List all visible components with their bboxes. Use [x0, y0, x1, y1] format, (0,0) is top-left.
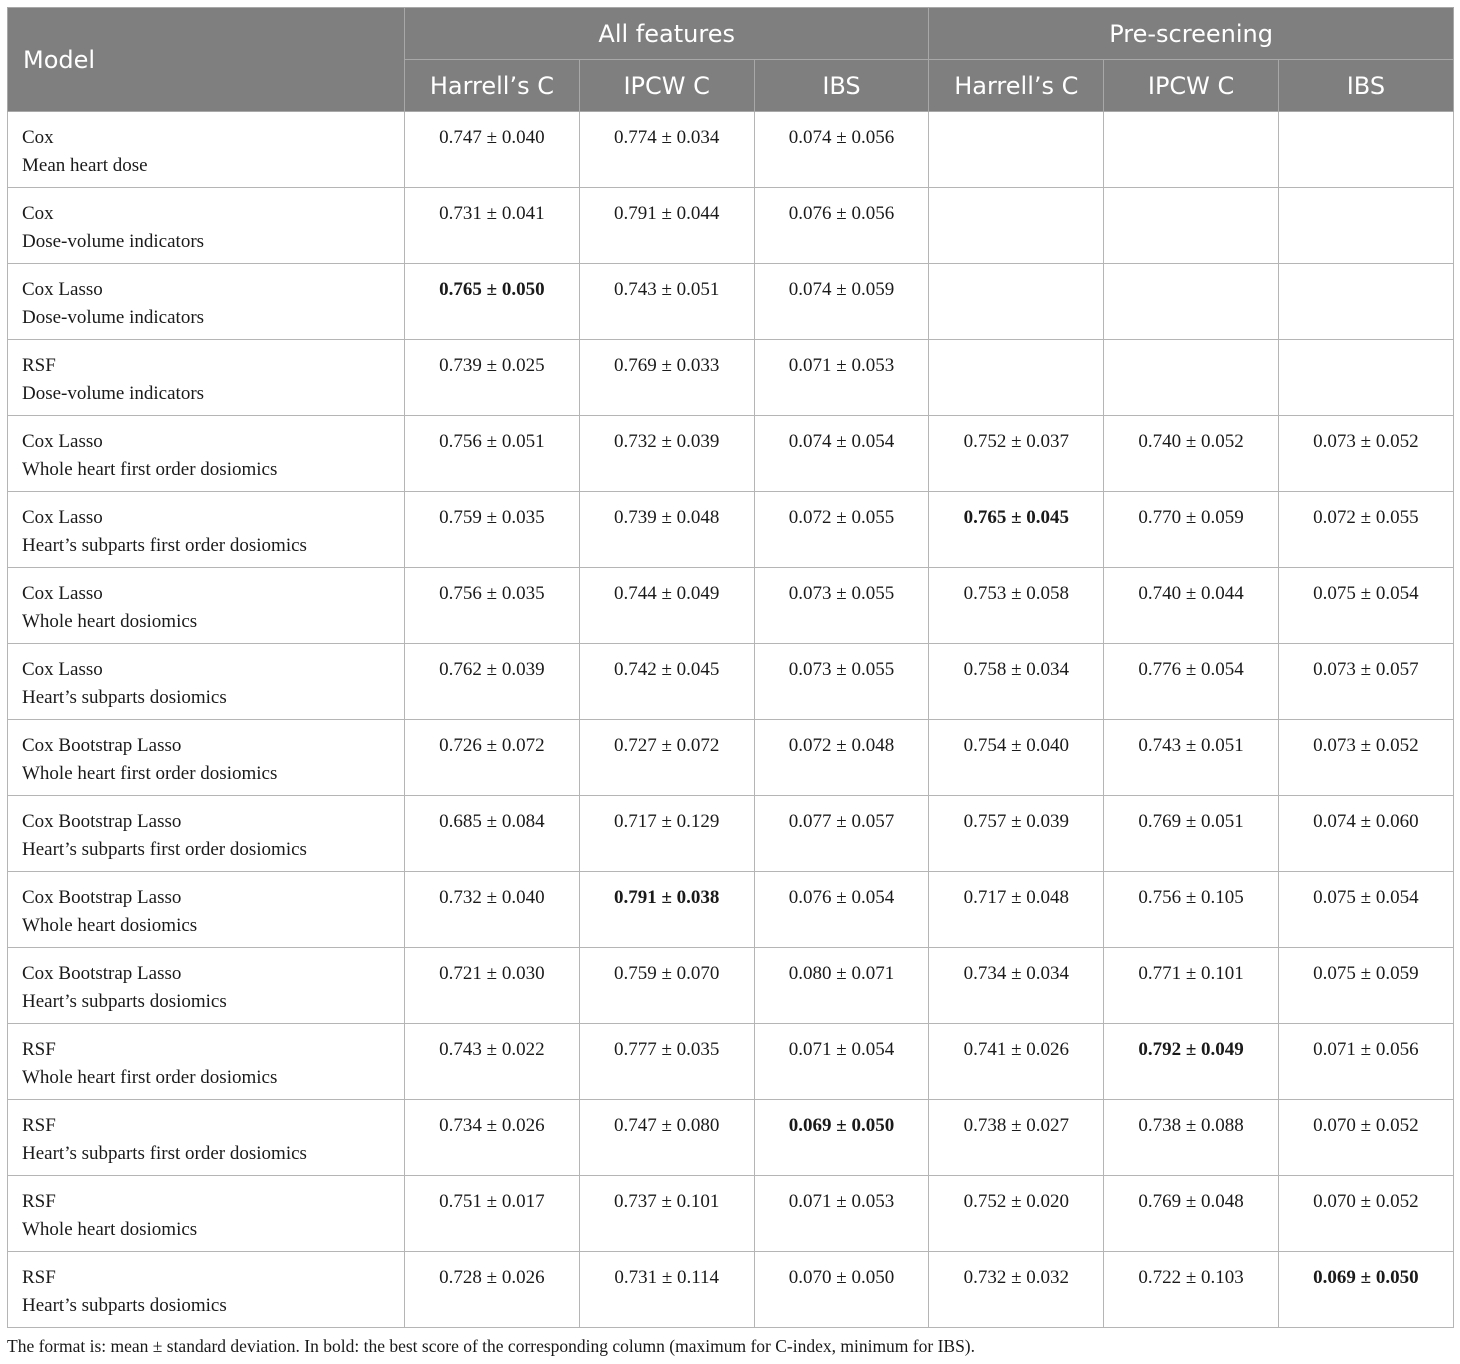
score-value: 0.777 ± 0.035: [613, 1039, 720, 1060]
score-value: 0.754 ± 0.040: [963, 735, 1070, 756]
value-cell: [1104, 1252, 1279, 1328]
feature-set: Whole heart dosiomics: [22, 914, 198, 936]
score-value: 0.743 ± 0.051: [1138, 735, 1244, 756]
value-cell: [1279, 1024, 1454, 1100]
score-value: 0.740 ± 0.044: [1138, 583, 1244, 604]
model-cell: [8, 872, 405, 948]
value-cell: [754, 568, 929, 644]
value-cell: [405, 948, 580, 1024]
score-value: 0.070 ± 0.052: [1313, 1191, 1419, 1212]
model-name: RSF: [22, 1039, 56, 1060]
value-cell: [929, 188, 1104, 264]
value-cell: [754, 872, 929, 948]
score-value: 0.721 ± 0.030: [439, 963, 545, 984]
model-name: Cox Lasso: [22, 431, 103, 452]
value-cell: [1104, 112, 1279, 188]
model-name: RSF: [22, 1115, 56, 1136]
value-cell: [405, 644, 580, 720]
value-cell: [579, 872, 754, 948]
score-value: 0.742 ± 0.045: [613, 659, 720, 680]
score-value: 0.722 ± 0.103: [1138, 1267, 1244, 1288]
model-cell: [8, 416, 405, 492]
feature-set: Dose-volume indicators: [22, 382, 205, 404]
model-name: RSF: [22, 1191, 56, 1212]
score-value: 0.070 ± 0.052: [1313, 1115, 1419, 1136]
score-value: 0.737 ± 0.101: [613, 1191, 720, 1212]
table-row: [8, 1252, 1454, 1328]
value-cell: [579, 264, 754, 340]
model-name: Cox Lasso: [22, 659, 103, 680]
value-cell: [1104, 1100, 1279, 1176]
score-value: 0.739 ± 0.025: [439, 355, 545, 376]
value-cell: [1104, 1176, 1279, 1252]
score-value: 0.728 ± 0.026: [439, 1267, 545, 1288]
score-value: 0.080 ± 0.071: [788, 963, 895, 984]
value-cell: [929, 720, 1104, 796]
model-name: Cox Lasso: [22, 507, 103, 528]
feature-set: Heart’s subparts dosiomics: [22, 1294, 227, 1316]
value-cell: [579, 340, 754, 416]
value-cell: [579, 1176, 754, 1252]
score-value: 0.747 ± 0.040: [439, 127, 545, 148]
value-cell: [754, 188, 929, 264]
value-cell: [579, 492, 754, 568]
value-cell: [579, 948, 754, 1024]
value-cell: [1279, 188, 1454, 264]
model-name: RSF: [22, 355, 56, 376]
table-row: [8, 796, 1454, 872]
col-header-all-harrells-c: Harrell’s C: [405, 60, 580, 112]
model-name: Cox Bootstrap Lasso: [22, 735, 182, 756]
table-header: [8, 8, 1454, 112]
value-cell: [1104, 188, 1279, 264]
value-cell: [929, 1100, 1104, 1176]
feature-set: Whole heart first order dosiomics: [22, 458, 278, 480]
score-value: 0.074 ± 0.054: [788, 431, 895, 452]
value-cell: [579, 796, 754, 872]
score-value: 0.752 ± 0.020: [963, 1191, 1070, 1212]
value-cell: [754, 644, 929, 720]
value-cell: [579, 568, 754, 644]
model-name: RSF: [22, 1267, 56, 1288]
value-cell: [1279, 416, 1454, 492]
table-row: [8, 1176, 1454, 1252]
score-value: 0.759 ± 0.035: [439, 507, 545, 528]
value-cell: [929, 796, 1104, 872]
value-cell: [405, 720, 580, 796]
score-value: 0.769 ± 0.033: [613, 355, 720, 376]
table-row: [8, 112, 1454, 188]
score-value: 0.073 ± 0.057: [1313, 659, 1419, 680]
feature-set: Heart’s subparts first order dosiomics: [22, 1142, 307, 1164]
score-value: 0.791 ± 0.044: [613, 203, 720, 224]
table-row: [8, 492, 1454, 568]
score-value: 0.073 ± 0.055: [788, 583, 895, 604]
model-column-header: Model: [8, 8, 405, 112]
table-row: [8, 264, 1454, 340]
model-cell: [8, 492, 405, 568]
value-cell: [1279, 796, 1454, 872]
score-value: 0.071 ± 0.054: [788, 1039, 895, 1060]
value-cell: [1279, 1100, 1454, 1176]
value-cell: [579, 1100, 754, 1176]
value-cell: [579, 720, 754, 796]
score-value: 0.753 ± 0.058: [963, 583, 1070, 604]
value-cell: [405, 264, 580, 340]
model-cell: [8, 948, 405, 1024]
value-cell: [754, 1100, 929, 1176]
score-value: 0.076 ± 0.056: [788, 203, 895, 224]
score-value: 0.738 ± 0.027: [963, 1115, 1070, 1136]
value-cell: [929, 1024, 1104, 1100]
score-value: 0.747 ± 0.080: [613, 1115, 720, 1136]
score-value: 0.072 ± 0.048: [788, 735, 895, 756]
score-value: 0.732 ± 0.032: [963, 1267, 1070, 1288]
value-cell: [405, 1176, 580, 1252]
value-cell: [1104, 644, 1279, 720]
table-row: [8, 872, 1454, 948]
score-value: 0.743 ± 0.051: [613, 279, 720, 300]
table-row: [8, 416, 1454, 492]
value-cell: [579, 416, 754, 492]
score-value: 0.076 ± 0.054: [788, 887, 895, 908]
feature-set: Whole heart dosiomics: [22, 610, 198, 632]
score-value: 0.073 ± 0.052: [1313, 431, 1419, 452]
model-name: Cox Lasso: [22, 583, 103, 604]
value-cell: [754, 264, 929, 340]
value-cell: [754, 720, 929, 796]
model-cell: [8, 188, 405, 264]
score-value: 0.069 ± 0.050: [1313, 1267, 1419, 1288]
value-cell: [929, 1176, 1104, 1252]
value-cell: [1279, 492, 1454, 568]
score-value: 0.765 ± 0.050: [439, 279, 545, 300]
model-cell: [8, 112, 405, 188]
model-cell: [8, 1024, 405, 1100]
score-value: 0.776 ± 0.054: [1138, 659, 1244, 680]
value-cell: [579, 188, 754, 264]
score-value: 0.073 ± 0.052: [1313, 735, 1419, 756]
value-cell: [405, 416, 580, 492]
value-cell: [1279, 644, 1454, 720]
score-value: 0.751 ± 0.017: [439, 1191, 545, 1212]
value-cell: [579, 644, 754, 720]
value-cell: [754, 1176, 929, 1252]
score-value: 0.734 ± 0.034: [963, 963, 1070, 984]
score-value: 0.072 ± 0.055: [1313, 507, 1419, 528]
value-cell: [754, 492, 929, 568]
model-name: Cox Bootstrap Lasso: [22, 963, 182, 984]
score-value: 0.765 ± 0.045: [963, 507, 1070, 528]
score-value: 0.774 ± 0.034: [613, 127, 720, 148]
col-header-pre-ibs: IBS: [1279, 60, 1454, 112]
value-cell: [1104, 340, 1279, 416]
col-header-pre-harrells-c: Harrell’s C: [929, 60, 1104, 112]
score-value: 0.732 ± 0.039: [613, 431, 720, 452]
model-name: Cox: [22, 127, 54, 148]
score-value: 0.762 ± 0.039: [439, 659, 545, 680]
model-cell: [8, 340, 405, 416]
score-value: 0.069 ± 0.050: [788, 1115, 895, 1136]
table-row: [8, 568, 1454, 644]
value-cell: [579, 1252, 754, 1328]
value-cell: [405, 340, 580, 416]
table-row: [8, 1024, 1454, 1100]
score-value: 0.791 ± 0.038: [613, 887, 720, 908]
value-cell: [929, 644, 1104, 720]
score-value: 0.734 ± 0.026: [439, 1115, 545, 1136]
value-cell: [405, 568, 580, 644]
score-value: 0.071 ± 0.053: [788, 1191, 895, 1212]
value-cell: [405, 112, 580, 188]
feature-set: Heart’s subparts first order dosiomics: [22, 838, 307, 860]
score-value: 0.717 ± 0.129: [613, 811, 720, 832]
model-name: Cox Bootstrap Lasso: [22, 811, 182, 832]
score-value: 0.727 ± 0.072: [613, 735, 720, 756]
score-value: 0.077 ± 0.057: [788, 811, 895, 832]
score-value: 0.685 ± 0.084: [439, 811, 545, 832]
model-cell: [8, 796, 405, 872]
score-value: 0.072 ± 0.055: [788, 507, 895, 528]
model-cell: [8, 264, 405, 340]
all-features-group-header: All features: [405, 8, 929, 60]
value-cell: [1104, 796, 1279, 872]
table-row: [8, 188, 1454, 264]
score-value: 0.074 ± 0.059: [788, 279, 895, 300]
score-value: 0.726 ± 0.072: [439, 735, 545, 756]
score-value: 0.073 ± 0.055: [788, 659, 895, 680]
col-header-all-ipcw-c: IPCW C: [579, 60, 754, 112]
score-value: 0.075 ± 0.054: [1313, 887, 1419, 908]
value-cell: [929, 1252, 1104, 1328]
table-row: [8, 720, 1454, 796]
value-cell: [1104, 948, 1279, 1024]
value-cell: [405, 796, 580, 872]
feature-set: Mean heart dose: [22, 154, 148, 176]
score-value: 0.752 ± 0.037: [963, 431, 1070, 452]
value-cell: [754, 112, 929, 188]
model-cell: [8, 1176, 405, 1252]
score-value: 0.732 ± 0.040: [439, 887, 545, 908]
feature-set: Dose-volume indicators: [22, 230, 205, 252]
value-cell: [754, 948, 929, 1024]
value-cell: [1279, 720, 1454, 796]
value-cell: [405, 1252, 580, 1328]
score-value: 0.771 ± 0.101: [1138, 963, 1244, 984]
score-value: 0.743 ± 0.022: [439, 1039, 545, 1060]
value-cell: [754, 1252, 929, 1328]
value-cell: [1279, 340, 1454, 416]
value-cell: [579, 1024, 754, 1100]
value-cell: [754, 416, 929, 492]
value-cell: [1104, 720, 1279, 796]
value-cell: [1104, 872, 1279, 948]
value-cell: [1104, 416, 1279, 492]
value-cell: [1104, 568, 1279, 644]
results-table-container: [7, 7, 1453, 1328]
score-value: 0.769 ± 0.048: [1138, 1191, 1244, 1212]
value-cell: [1279, 872, 1454, 948]
feature-set: Heart’s subparts first order dosiomics: [22, 534, 307, 556]
score-value: 0.071 ± 0.053: [788, 355, 895, 376]
value-cell: [1104, 492, 1279, 568]
value-cell: [405, 492, 580, 568]
score-value: 0.074 ± 0.060: [1313, 811, 1419, 832]
feature-set: Whole heart first order dosiomics: [22, 1066, 278, 1088]
value-cell: [1279, 948, 1454, 1024]
value-cell: [405, 1024, 580, 1100]
value-cell: [929, 340, 1104, 416]
score-value: 0.731 ± 0.041: [439, 203, 545, 224]
score-value: 0.756 ± 0.105: [1138, 887, 1244, 908]
score-value: 0.074 ± 0.056: [788, 127, 895, 148]
score-value: 0.770 ± 0.059: [1138, 507, 1244, 528]
score-value: 0.756 ± 0.035: [439, 583, 545, 604]
score-value: 0.759 ± 0.070: [613, 963, 720, 984]
value-cell: [405, 188, 580, 264]
model-cell: [8, 1100, 405, 1176]
table-footnote: The format is: mean ± standard deviation. In bold: the best score of the corresponding column (maximum for C-index, minimum for IBS).: [7, 1336, 976, 1356]
model-cell: [8, 568, 405, 644]
value-cell: [929, 568, 1104, 644]
value-cell: [754, 1024, 929, 1100]
model-name: Cox Lasso: [22, 279, 103, 300]
table-row: [8, 948, 1454, 1024]
table-row: [8, 1100, 1454, 1176]
value-cell: [405, 872, 580, 948]
score-value: 0.070 ± 0.050: [788, 1267, 895, 1288]
score-value: 0.744 ± 0.049: [613, 583, 720, 604]
value-cell: [754, 340, 929, 416]
value-cell: [1104, 264, 1279, 340]
col-header-pre-ipcw-c: IPCW C: [1104, 60, 1279, 112]
value-cell: [1279, 112, 1454, 188]
model-cell: [8, 720, 405, 796]
table-body: [8, 112, 1454, 1328]
model-cell: [8, 644, 405, 720]
feature-set: Whole heart first order dosiomics: [22, 762, 278, 784]
score-value: 0.738 ± 0.088: [1138, 1115, 1244, 1136]
score-value: 0.769 ± 0.051: [1138, 811, 1244, 832]
model-name: Cox Bootstrap Lasso: [22, 887, 182, 908]
score-value: 0.739 ± 0.048: [613, 507, 720, 528]
table-row: [8, 644, 1454, 720]
score-value: 0.075 ± 0.054: [1313, 583, 1419, 604]
score-value: 0.731 ± 0.114: [614, 1267, 720, 1288]
value-cell: [1279, 1176, 1454, 1252]
value-cell: [754, 796, 929, 872]
value-cell: [1279, 264, 1454, 340]
model-cell: [8, 1252, 405, 1328]
value-cell: [929, 264, 1104, 340]
value-cell: [929, 872, 1104, 948]
value-cell: [1104, 1024, 1279, 1100]
value-cell: [929, 416, 1104, 492]
col-header-all-ibs: IBS: [754, 60, 929, 112]
value-cell: [929, 112, 1104, 188]
score-value: 0.758 ± 0.034: [963, 659, 1070, 680]
score-value: 0.757 ± 0.039: [963, 811, 1070, 832]
value-cell: [579, 112, 754, 188]
value-cell: [1279, 568, 1454, 644]
score-value: 0.741 ± 0.026: [963, 1039, 1070, 1060]
score-value: 0.740 ± 0.052: [1138, 431, 1244, 452]
feature-set: Heart’s subparts dosiomics: [22, 686, 227, 708]
score-value: 0.717 ± 0.048: [963, 887, 1070, 908]
value-cell: [1279, 1252, 1454, 1328]
table-row: [8, 340, 1454, 416]
value-cell: [405, 1100, 580, 1176]
model-name: Cox: [22, 203, 54, 224]
score-value: 0.792 ± 0.049: [1138, 1039, 1244, 1060]
feature-set: Dose-volume indicators: [22, 306, 205, 328]
value-cell: [929, 492, 1104, 568]
pre-screening-group-header: Pre-screening: [929, 8, 1453, 60]
value-cell: [929, 948, 1104, 1024]
score-value: 0.075 ± 0.059: [1313, 963, 1419, 984]
feature-set: Heart’s subparts dosiomics: [22, 990, 227, 1012]
score-value: 0.756 ± 0.051: [439, 431, 545, 452]
feature-set: Whole heart dosiomics: [22, 1218, 198, 1240]
results-table: [7, 7, 1454, 1328]
score-value: 0.071 ± 0.056: [1313, 1039, 1419, 1060]
